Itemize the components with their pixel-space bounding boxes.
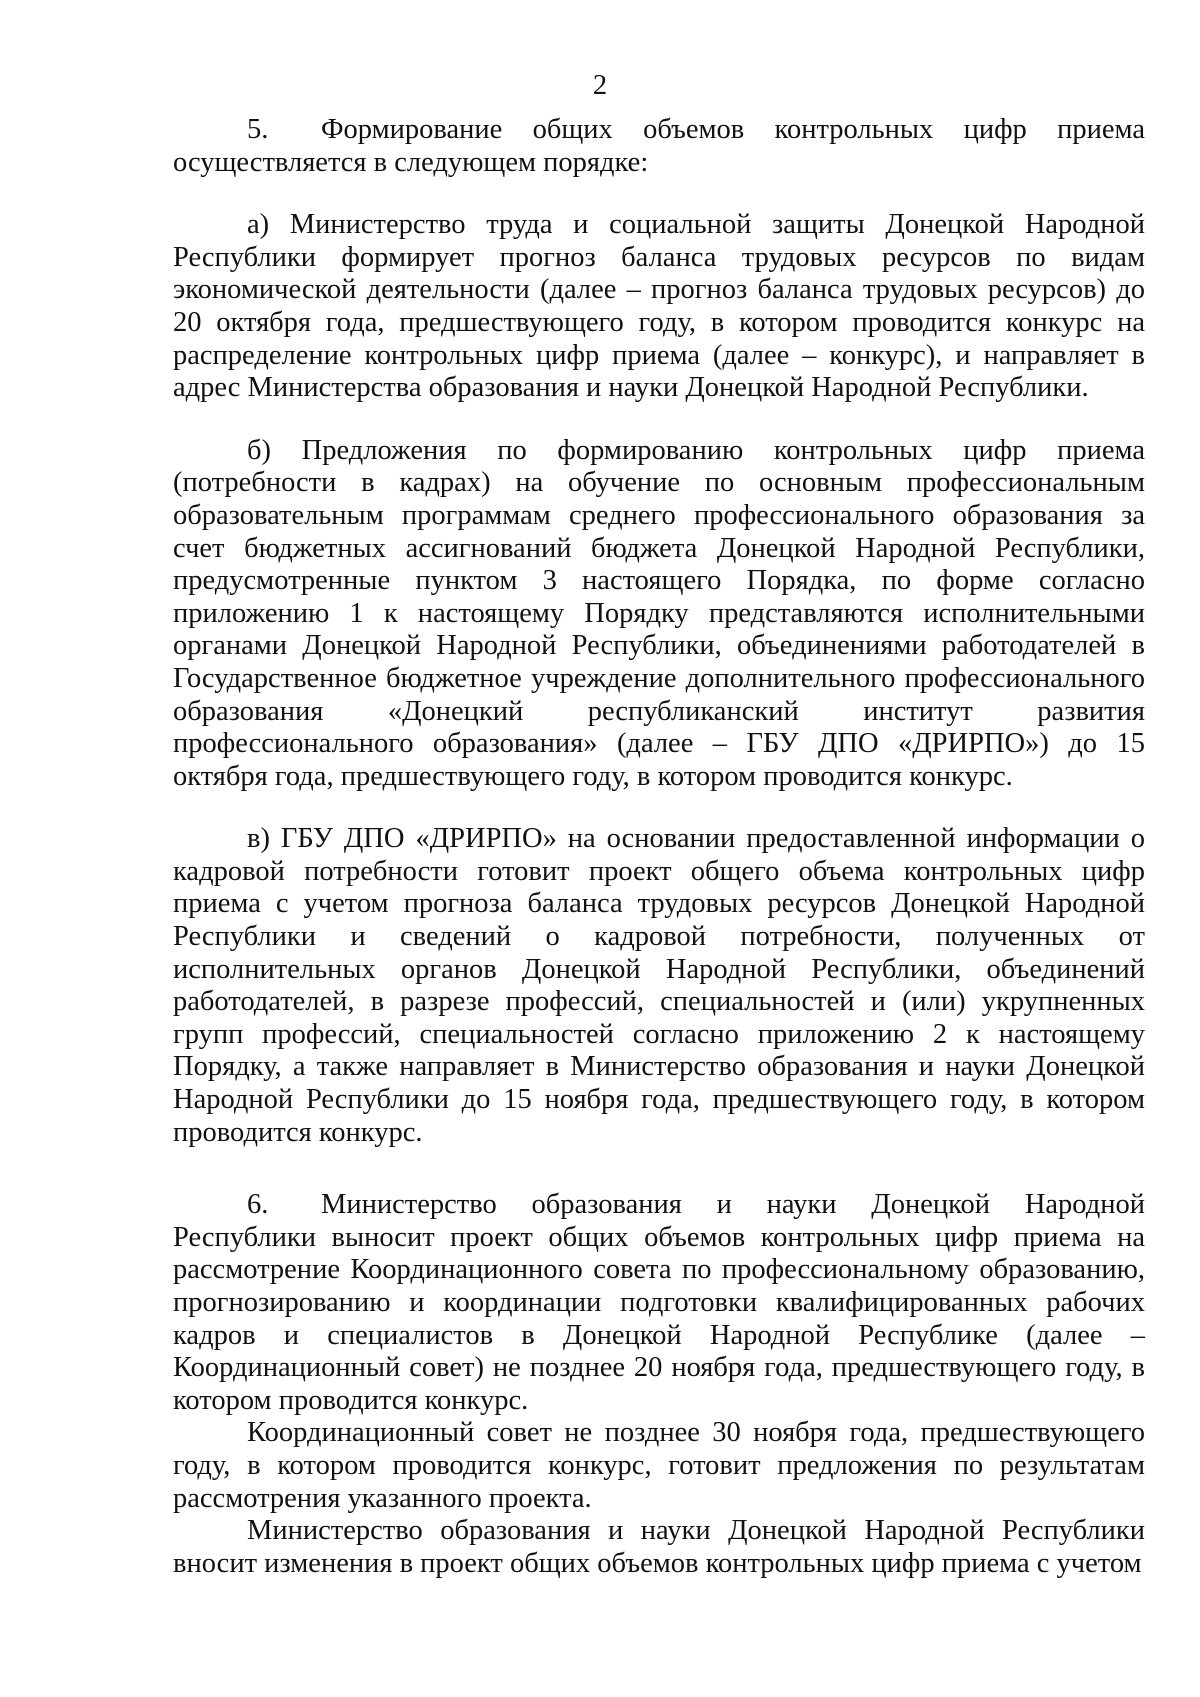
paragraph-6-number: 6.: [247, 1189, 269, 1221]
paragraph-6-second: Координационный совет не позднее 30 ноября года, предшествующего году, в котором проводится конкурс, готовит предложения по результатам рассмотрения указанного проекта.: [173, 1417, 1145, 1514]
paragraph-5b: б) Предложения по формированию контрольных цифр приема (потребности в кадрах) на обучение по основным профессиональным образовательным программам среднего профессионального образования за счет бюджетных ассигнований бюджета Донецкой Народной Республики, предусмотренные пунктом 3 настоящего Порядка, по форме согласно приложению 1 к настоящему Порядку представляются исполнительными органами Донецкой Народной Республики, объединениями работодателей в Государственное бюджетное учреждение дополнительного профессионального образования «Донецкий республиканский институт развития профессионального образования» (далее – ГБУ ДПО «ДРИРПО») до 15 октября года, предшествующего году, в котором проводится конкурс.: [173, 434, 1145, 792]
page-number: 2: [592, 70, 608, 101]
paragraph-6-text: Министерство образования и науки Донецкой Народной Республики выносит проект общих объемов контрольных цифр приема на рассмотрение Координационного совета по профессиональному образованию, прогнозированию и координации подготовки квалифицированных рабочих кадров и специалистов в Донецкой Народной Республике (далее – Координационный совет) не позднее 20 ноября года, предшествующего году, в котором проводится конкурс.: [173, 1189, 1145, 1416]
paragraph-5-number: 5.: [247, 114, 269, 145]
paragraph-5-text: Формирование общих объемов контрольных цифр приема осуществляется в следующем порядке:: [173, 114, 1145, 178]
paragraph-6: [173, 1189, 1145, 1417]
paragraph-6-third: Министерство образования и науки Донецкой Народной Республики вносит изменения в проект общих объемов контрольных цифр приема с учетом: [173, 1515, 1145, 1579]
paragraph-5a: а) Министерство труда и социальной защиты Донецкой Народной Республики формирует прогноз баланса трудовых ресурсов по видам экономической деятельности (далее – прогноз баланса трудовых ресурсов) до 20 октября года, предшествующего году, в котором проводится конкурс на распределение контрольных цифр приема (далее – конкурс), и направляет в адрес Министерства образования и науки Донецкой Народной Республики.: [173, 209, 1145, 404]
paragraph-5: [173, 114, 1145, 179]
document-body: [173, 114, 1145, 1580]
paragraph-5v: в) ГБУ ДПО «ДРИРПО» на основании предоставленной информации о кадровой потребности готовит проект общего объема контрольных цифр приема с учетом прогноза баланса трудовых ресурсов Донецкой Народной Республики и сведений о кадровой потребности, полученных от исполнительных органов Донецкой Народной Республики, объединений работодателей, в разрезе профессий, специальностей и (или) укрупненных групп профессий, специальностей согласно приложению 2 к настоящему Порядку, а также направляет в Министерство образования и науки Донецкой Народной Республики до 15 ноября года, предшествующего году, в котором проводится конкурс.: [173, 823, 1145, 1148]
